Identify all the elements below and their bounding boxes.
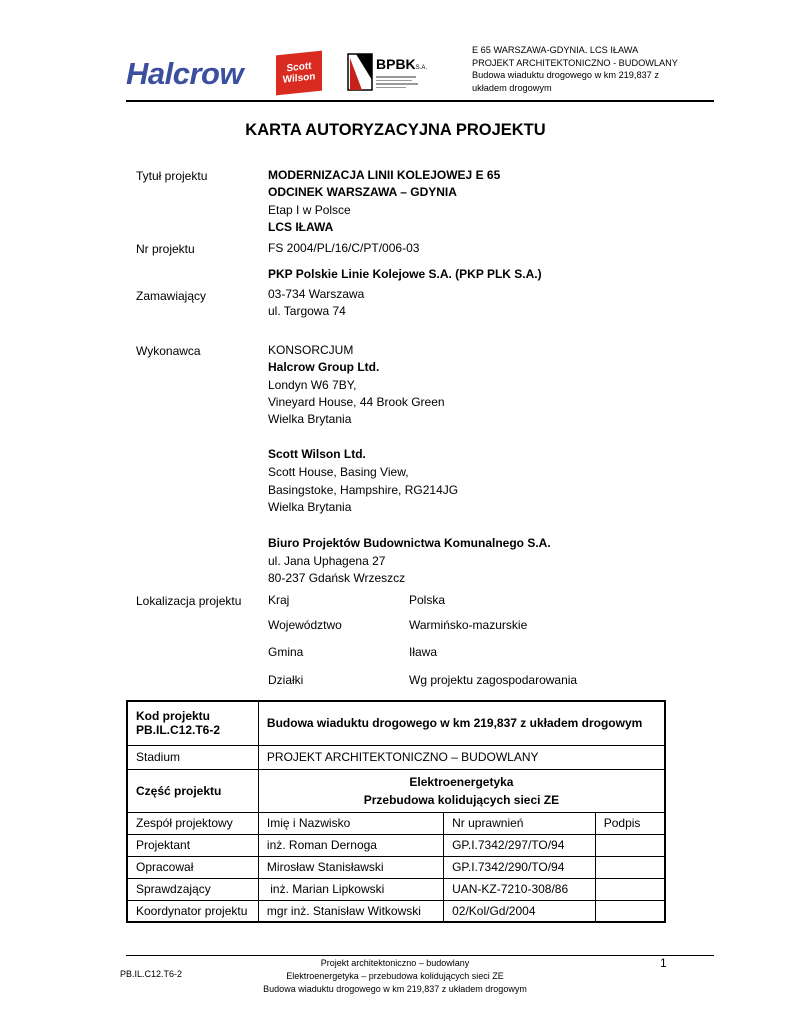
lok-value-gmina: Iława — [409, 645, 438, 659]
wyk-line10: Biuro Projektów Budownictwa Komunalnego S.A. — [268, 536, 551, 550]
scott-wilson-logo-line1: Scott — [286, 60, 312, 75]
signature-cell — [595, 900, 665, 922]
wyk-line4: Vineyard House, 44 Brook Green — [268, 395, 445, 409]
nr-label: Nr projektu — [136, 242, 195, 256]
footer-divider — [126, 955, 714, 956]
header-cell-team: Zespół projektowy — [127, 812, 258, 834]
lok-key-gmina: Gmina — [268, 645, 304, 659]
czesc-value-line1: Elektroenergetyka — [409, 774, 514, 789]
tytul-label: Tytuł projektu — [136, 169, 208, 183]
zam-label: Zamawiający — [136, 289, 207, 303]
header-project-info — [472, 44, 712, 94]
table-row — [127, 856, 665, 878]
lok-value-dzialki: Wg projektu zagospodarowania — [409, 673, 578, 687]
header-cell-signature: Podpis — [595, 812, 665, 834]
wyk-line3: Londyn W6 7BY, — [268, 378, 357, 392]
tytul-line1: MODERNIZACJA LINII KOLEJOWEJ E 65 — [268, 168, 501, 182]
czesc-value-line2: Przebudowa kolidujących sieci ZE — [363, 792, 560, 807]
nr-value: FS 2004/PL/16/C/PT/006-03 — [268, 241, 420, 255]
wyk-label: Wykonawca — [136, 344, 201, 358]
lok-value-wojewodztwo: Warmińsko-mazurskie — [409, 618, 528, 632]
wyk-line5: Wielka Brytania — [268, 412, 352, 426]
header-line-1: E 65 WARSZAWA-GDYNIA. LCS IŁAWA — [472, 45, 639, 55]
role-cell: Projektant — [127, 834, 258, 856]
wyk-line1: KONSORCJUM — [268, 343, 354, 357]
signature-cell — [595, 856, 665, 878]
kod-label-line2: PB.IL.C12.T6-2 — [136, 723, 221, 738]
table-row — [127, 701, 665, 745]
wyk-line2: Halcrow Group Ltd. — [268, 360, 380, 374]
stadium-label-cell: Stadium — [127, 745, 258, 769]
footer-code: PB.IL.C12.T6-2 — [120, 969, 183, 979]
name-cell: Mirosław Stanisławski — [258, 856, 443, 878]
table-row — [127, 834, 665, 856]
role-cell: Koordynator projektu — [127, 900, 258, 922]
project-table — [126, 700, 666, 923]
signature-cell — [595, 878, 665, 900]
page-number: 1 — [660, 956, 667, 970]
scott-wilson-logo-line2: Wilson — [282, 71, 316, 86]
name-cell: inż. Marian Lipkowski — [258, 878, 443, 900]
header-line-2: PROJEKT ARCHITEKTONICZNO - BUDOWLANY — [472, 57, 678, 68]
stadium-value-cell: PROJEKT ARCHITEKTONICZNO – BUDOWLANY — [258, 745, 665, 769]
tytul-line3: Etap I w Polsce — [268, 203, 351, 217]
scott-wilson-logo — [276, 51, 322, 96]
footer-line-1: Projekt architektoniczno – budowlany — [320, 958, 470, 968]
wyk-line6: Scott Wilson Ltd. — [268, 447, 366, 461]
header-cell-name: Imię i Nazwisko — [258, 812, 443, 834]
footer-line-3: Budowa wiaduktu drogowego w km 219,837 z układem drogowym — [263, 984, 527, 994]
header-line-3: Budowa wiaduktu drogowego w km 219,837 z układem drogowym — [472, 70, 659, 93]
license-cell: GP.I.7342/297/TO/94 — [444, 834, 596, 856]
bpbk-logo-name: BPBK — [376, 56, 416, 72]
table-row — [127, 745, 665, 769]
wyk-line8: Basingstoke, Hampshire, RG214JG — [268, 483, 459, 497]
page-title: KARTA AUTORYZACYJNA PROJEKTU — [245, 121, 546, 139]
name-cell: inż. Roman Dernoga — [258, 834, 443, 856]
wyk-line9: Wielka Brytania — [268, 500, 352, 514]
lok-key-dzialki: Działki — [268, 673, 304, 687]
footer-description — [200, 957, 590, 996]
header-cell-license: Nr uprawnień — [444, 812, 596, 834]
role-cell: Sprawdzający — [127, 878, 258, 900]
license-cell: GP.I.7342/290/TO/94 — [444, 856, 596, 878]
czesc-value-cell — [258, 769, 665, 812]
table-header-row — [127, 812, 665, 834]
footer-line-2: Elektroenergetyka – przebudowa kolidujących sieci ZE — [286, 971, 504, 981]
bpbk-logo-small-print — [376, 74, 422, 92]
kod-label-line1: Kod projektu — [136, 709, 210, 724]
table-row — [127, 878, 665, 900]
license-cell: UAN-KZ-7210-308/86 — [444, 878, 596, 900]
halcrow-logo: Halcrow — [126, 56, 244, 91]
wyk-line11: ul. Jana Uphagena 27 — [268, 554, 386, 568]
signature-cell — [595, 834, 665, 856]
table-row — [127, 900, 665, 922]
lok-value-kraj: Polska — [409, 593, 446, 607]
zam-line1: PKP Polskie Linie Kolejowe S.A. (PKP PLK S.A.) — [268, 267, 542, 281]
bpbk-logo-text — [376, 56, 427, 72]
name-cell: mgr inż. Stanisław Witkowski — [258, 900, 443, 922]
role-cell: Opracował — [127, 856, 258, 878]
kod-value-cell: Budowa wiaduktu drogowego w km 219,837 z układem drogowym — [258, 701, 665, 745]
table-row — [127, 769, 665, 812]
bpbk-emblem-icon — [346, 50, 374, 94]
lok-key-wojewodztwo: Województwo — [268, 618, 342, 632]
czesc-label-cell: Część projektu — [127, 769, 258, 812]
lok-label: Lokalizacja projektu — [136, 594, 242, 608]
zam-line3: ul. Targowa 74 — [268, 304, 346, 318]
tytul-line2: ODCINEK WARSZAWA – GDYNIA — [268, 185, 457, 199]
wyk-line12: 80-237 Gdańsk Wrzeszcz — [268, 571, 406, 585]
zam-line2: 03-734 Warszawa — [268, 287, 365, 301]
kod-label-cell — [127, 701, 258, 745]
wyk-line7: Scott House, Basing View, — [268, 465, 409, 479]
bpbk-logo — [346, 50, 454, 96]
bpbk-logo-suffix: S.A. — [415, 65, 428, 71]
tytul-line4: LCS IŁAWA — [268, 220, 334, 234]
header-divider — [126, 100, 714, 102]
lok-key-kraj: Kraj — [268, 593, 290, 607]
license-cell: 02/Kol/Gd/2004 — [444, 900, 596, 922]
